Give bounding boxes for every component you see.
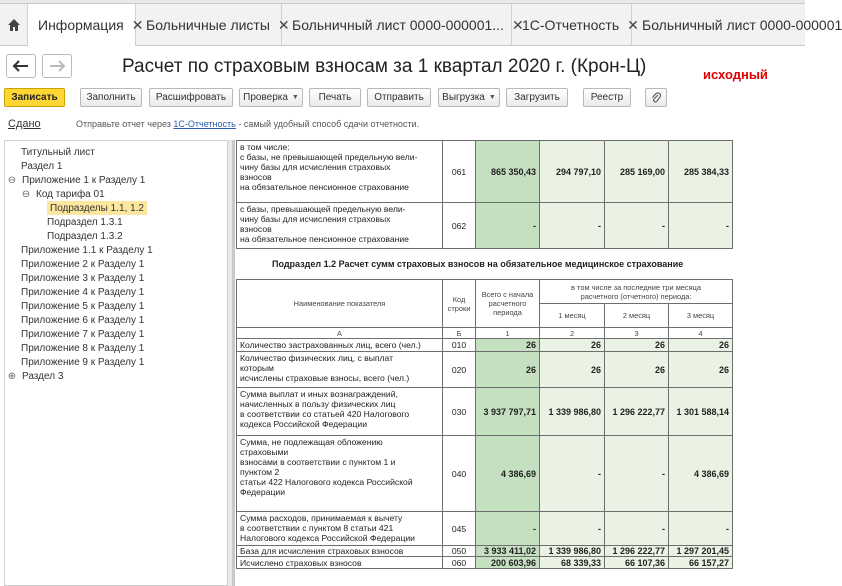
tab-label: Больничные листы bbox=[146, 17, 270, 33]
tab-label: Больничный лист 0000-000001... bbox=[292, 17, 504, 33]
row-name: Сумма расходов, принимаемая к вычету в соответствии с пунктом 8 статьи 421 Налогового кодекса Российской Федерации bbox=[236, 511, 442, 545]
value-cell: 1 301 588,14 bbox=[668, 387, 732, 435]
tree-item[interactable] bbox=[21, 243, 153, 257]
tree-item-label: Подраздел 1.3.2 bbox=[47, 230, 123, 242]
value-cell: 26 bbox=[539, 338, 604, 351]
header-last-three-months: в том числе за последние три месяца расчетного (отчетного) периода: bbox=[539, 279, 732, 303]
table-border bbox=[236, 568, 732, 569]
tree-item-label: Приложение 4 к Разделу 1 bbox=[21, 286, 145, 298]
header-month-1: 1 месяц bbox=[539, 303, 604, 327]
close-icon[interactable]: ✕ bbox=[277, 16, 290, 33]
send-button[interactable]: Отправить bbox=[367, 88, 431, 107]
attach-button[interactable] bbox=[645, 88, 667, 107]
tree-item[interactable] bbox=[21, 355, 144, 369]
value-cell: - bbox=[604, 435, 668, 511]
tab-information[interactable] bbox=[28, 4, 144, 46]
export-button[interactable] bbox=[438, 88, 500, 107]
tree-item[interactable] bbox=[47, 201, 147, 215]
forward-button[interactable] bbox=[42, 54, 72, 78]
value-cell: - bbox=[539, 435, 604, 511]
value-cell: 26 bbox=[475, 338, 539, 351]
print-button[interactable]: Печать bbox=[309, 88, 361, 107]
value-cell: 1 296 222,77 bbox=[604, 545, 668, 556]
tree-item[interactable] bbox=[21, 285, 144, 299]
header-month-3: 3 месяц bbox=[668, 303, 732, 327]
tree-item-label: Приложение 5 к Разделу 1 bbox=[21, 300, 145, 312]
row-code: 060 bbox=[442, 556, 475, 568]
collapse-icon[interactable]: ⊖ bbox=[21, 188, 31, 200]
row-code: 061 bbox=[442, 140, 475, 202]
tab-bar bbox=[0, 4, 842, 46]
arrow-right-icon bbox=[49, 60, 65, 72]
collapse-icon[interactable]: ⊖ bbox=[7, 174, 17, 186]
value-cell: 26 bbox=[539, 351, 604, 387]
column-letter: 1 bbox=[475, 327, 539, 338]
tree-item-label: Код тарифа 01 bbox=[36, 188, 105, 200]
tree-item[interactable] bbox=[47, 229, 123, 243]
value-cell: 3 933 411,02 bbox=[475, 545, 539, 556]
report-state-link[interactable]: Сдано bbox=[8, 118, 41, 130]
row-code: 045 bbox=[442, 511, 475, 545]
tree-item[interactable] bbox=[7, 173, 145, 187]
tree-item-label: Приложение 8 к Разделу 1 bbox=[21, 342, 145, 354]
value-cell: 26 bbox=[475, 351, 539, 387]
value-cell: 1 297 201,45 bbox=[668, 545, 732, 556]
tree-item-label: Приложение 2 к Разделу 1 bbox=[21, 258, 145, 270]
table-border bbox=[732, 140, 733, 249]
value-cell: 26 bbox=[604, 351, 668, 387]
tab-sick-leave-doc[interactable] bbox=[282, 4, 524, 46]
value-cell: 66 157,27 bbox=[668, 556, 732, 568]
tab-1c-reporting[interactable] bbox=[512, 4, 639, 46]
check-label: Проверка bbox=[243, 92, 288, 103]
value-cell: 4 386,69 bbox=[475, 435, 539, 511]
row-name: Количество физических лиц, с выплат которым исчислены страховые взносы, всего (чел.) bbox=[236, 351, 442, 387]
tree-item[interactable] bbox=[21, 313, 144, 327]
table-border bbox=[732, 279, 733, 569]
value-cell: 294 797,10 bbox=[539, 140, 604, 202]
value-cell: 285 169,00 bbox=[604, 140, 668, 202]
header-name: Наименование показателя bbox=[236, 279, 442, 327]
report-left-border bbox=[232, 140, 235, 586]
column-letter: А bbox=[236, 327, 442, 338]
1c-reporting-link[interactable]: 1С-Отчетность bbox=[173, 119, 236, 129]
hint-text: Отправьте отчет через 1С-Отчетность - самый удобный способ сдачи отчетности. bbox=[76, 119, 420, 129]
tree-item[interactable] bbox=[21, 145, 95, 159]
column-letter: Б bbox=[442, 327, 475, 338]
tree-item-label: Приложение 1.1 к Разделу 1 bbox=[21, 244, 153, 256]
value-cell: 1 296 222,77 bbox=[604, 387, 668, 435]
sections-tree bbox=[4, 140, 228, 586]
tree-item[interactable] bbox=[21, 341, 144, 355]
row-name: Сумма выплат и иных вознаграждений, начисленных в пользу физических лиц в соответствии со статьей 420 Налогового кодекса Российской Федерации bbox=[236, 387, 442, 435]
row-code: 062 bbox=[442, 202, 475, 248]
tree-item[interactable] bbox=[21, 271, 144, 285]
tree-item[interactable] bbox=[7, 369, 63, 383]
value-cell: 26 bbox=[668, 338, 732, 351]
row-code: 050 bbox=[442, 545, 475, 556]
value-cell: 26 bbox=[604, 338, 668, 351]
value-cell: - bbox=[475, 202, 539, 248]
expand-icon[interactable]: ⊕ bbox=[7, 370, 17, 382]
close-icon[interactable]: ✕ bbox=[131, 16, 144, 33]
tree-item[interactable] bbox=[21, 187, 105, 201]
value-cell: 200 603,96 bbox=[475, 556, 539, 568]
tree-item[interactable] bbox=[21, 257, 144, 271]
load-button[interactable]: Загрузить bbox=[506, 88, 568, 107]
value-cell: - bbox=[668, 511, 732, 545]
value-cell: 865 350,43 bbox=[475, 140, 539, 202]
section-12-title: Подраздел 1.2 Расчет сумм страховых взносов на обязательное медицинское страхование bbox=[272, 259, 684, 269]
value-cell: - bbox=[604, 202, 668, 248]
page-title: Расчет по страховым взносам за 1 квартал 2020 г. (Крон-Ц) bbox=[122, 56, 647, 77]
tree-item-label: Подразделы 1.1, 1.2 bbox=[50, 202, 144, 214]
row-name: База для исчисления страховых взносов bbox=[236, 545, 442, 556]
row-code: 030 bbox=[442, 387, 475, 435]
value-cell: 4 386,69 bbox=[668, 435, 732, 511]
tree-item[interactable] bbox=[47, 215, 123, 229]
column-letter: 3 bbox=[604, 327, 668, 338]
fill-button[interactable]: Заполнить bbox=[80, 88, 142, 107]
value-cell: - bbox=[475, 511, 539, 545]
check-button[interactable] bbox=[239, 88, 303, 107]
tree-item-label: Приложение 6 к Разделу 1 bbox=[21, 314, 145, 326]
header-code: Код строки bbox=[442, 279, 475, 327]
header-total: Всего с начала расчетного периода bbox=[475, 279, 539, 327]
value-cell: 68 339,33 bbox=[539, 556, 604, 568]
value-cell: - bbox=[539, 511, 604, 545]
row-name: в том числе: с базы, не превышающей предельную вели- чину базы для исчисления страховых взносов на обязательное пенсионное страхование bbox=[236, 140, 442, 202]
row-name: Сумма, не подлежащая обложению страховыми взносами в соответствии с пунктом 1 и пунктом 2 статьи 422 Налогового кодекса Российской Федерации bbox=[236, 435, 442, 511]
value-cell: 285 384,33 bbox=[668, 140, 732, 202]
home-icon bbox=[7, 18, 21, 32]
tree-item-label: Приложение 3 к Разделу 1 bbox=[21, 272, 145, 284]
tab-sick-leaves[interactable] bbox=[136, 4, 290, 46]
tree-item-label: Приложение 7 к Разделу 1 bbox=[21, 328, 145, 340]
paperclip-icon bbox=[651, 92, 661, 104]
table-border bbox=[236, 248, 732, 249]
value-cell: - bbox=[668, 202, 732, 248]
chevron-down-icon: ▼ bbox=[488, 94, 496, 101]
decode-button[interactable]: Расшифровать bbox=[149, 88, 233, 107]
tree-item-label: Приложение 1 к Разделу 1 bbox=[22, 174, 146, 186]
tree-item-label: Титульный лист bbox=[21, 146, 95, 158]
tree-item[interactable] bbox=[21, 299, 144, 313]
row-name: с базы, превышающей предельную вели- чину базы для исчисления страховых взносов на обязательное пенсионное страхование bbox=[236, 202, 442, 248]
tab-label: Информация bbox=[38, 17, 124, 33]
chevron-down-icon: ▼ bbox=[291, 94, 299, 101]
row-name: Исчислено страховых взносов bbox=[236, 556, 442, 568]
value-cell: - bbox=[604, 511, 668, 545]
back-button[interactable] bbox=[6, 54, 36, 78]
tab-sick-leave-doc-2[interactable] bbox=[632, 4, 842, 46]
tree-item[interactable] bbox=[21, 159, 62, 173]
tree-item[interactable] bbox=[21, 327, 144, 341]
row-name: Количество застрахованных лиц, всего (чел.) bbox=[236, 338, 442, 351]
tab-label: Больничный лист 0000-000001 bbox=[642, 17, 842, 33]
value-cell: 1 339 986,80 bbox=[539, 545, 604, 556]
home-button[interactable] bbox=[0, 4, 28, 46]
status-mark: исходный bbox=[703, 67, 768, 82]
row-code: 040 bbox=[442, 435, 475, 511]
tree-item-label: Раздел 3 bbox=[22, 370, 64, 382]
value-cell: 3 937 797,71 bbox=[475, 387, 539, 435]
row-code: 010 bbox=[442, 338, 475, 351]
header-month-2: 2 месяц bbox=[604, 303, 668, 327]
value-cell: - bbox=[539, 202, 604, 248]
export-label: Выгрузка bbox=[442, 92, 485, 103]
registry-button[interactable]: Реестр bbox=[583, 88, 631, 107]
status-line bbox=[0, 112, 805, 136]
tab-label: 1С-Отчетность bbox=[522, 17, 620, 33]
arrow-left-icon bbox=[13, 60, 29, 72]
value-cell: 1 339 986,80 bbox=[539, 387, 604, 435]
column-letter: 2 bbox=[539, 327, 604, 338]
column-letter: 4 bbox=[668, 327, 732, 338]
close-icon[interactable]: ✕ bbox=[627, 16, 639, 33]
tree-item-label: Приложение 9 к Разделу 1 bbox=[21, 356, 145, 368]
save-button[interactable]: Записать bbox=[4, 88, 65, 107]
row-code: 020 bbox=[442, 351, 475, 387]
close-icon[interactable]: ✕ bbox=[511, 16, 524, 33]
tree-item-label: Раздел 1 bbox=[21, 160, 63, 172]
value-cell: 26 bbox=[668, 351, 732, 387]
report-form bbox=[232, 140, 805, 586]
value-cell: 66 107,36 bbox=[604, 556, 668, 568]
tree-item-label: Подраздел 1.3.1 bbox=[47, 216, 123, 228]
